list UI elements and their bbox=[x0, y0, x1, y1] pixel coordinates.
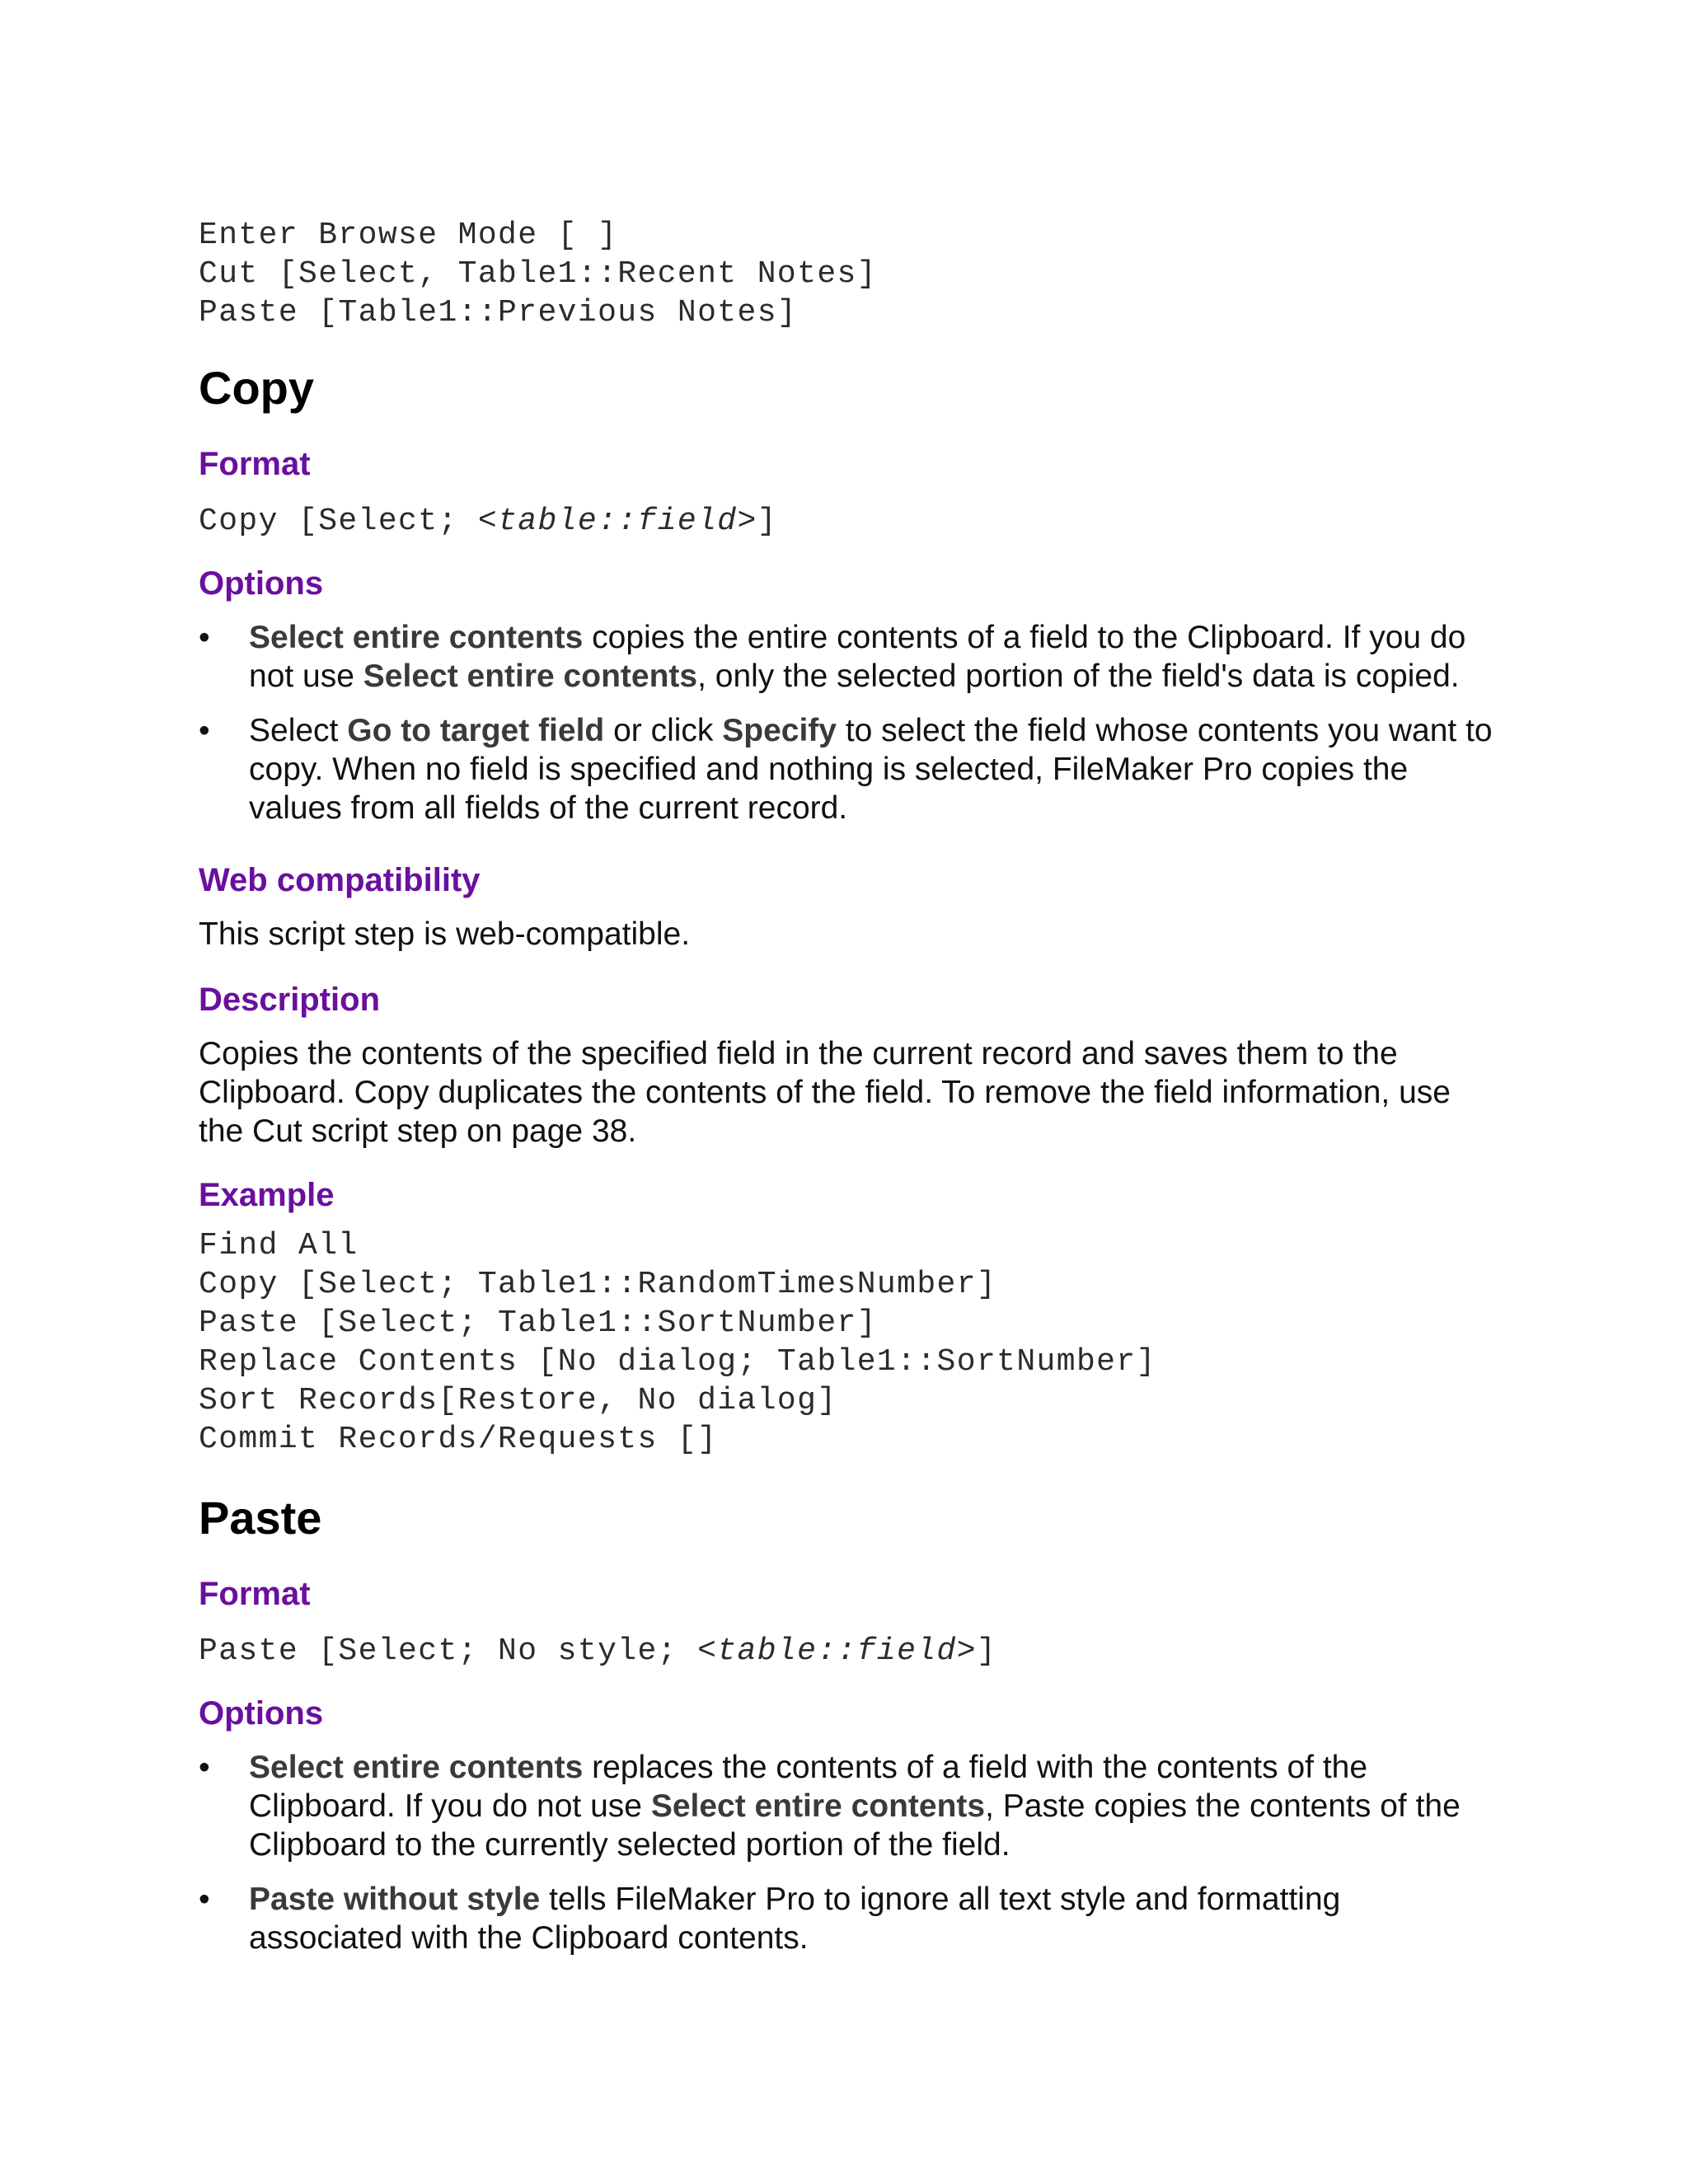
code-param: <table::field> bbox=[477, 504, 757, 539]
option-text: , only the selected portion of the field's data is copied. bbox=[697, 658, 1460, 694]
bullet: • bbox=[199, 713, 210, 748]
option-text: or click bbox=[604, 713, 723, 748]
option-keyword: Select entire contents bbox=[249, 620, 584, 655]
page-content bbox=[199, 216, 1501, 1957]
list-item bbox=[199, 711, 1501, 827]
list-item bbox=[199, 1880, 1501, 1957]
copy-format-code bbox=[199, 502, 1501, 541]
code-param: <table::field> bbox=[697, 1633, 977, 1669]
paste-section-title: Paste bbox=[199, 1492, 322, 1544]
code-text: Copy [Select; bbox=[199, 504, 478, 539]
code-line: Cut [Select, Table1::Recent Notes] bbox=[199, 256, 877, 292]
code-line: Paste [Select; Table1::SortNumber] bbox=[199, 1305, 877, 1341]
option-keyword: Paste without style bbox=[249, 1882, 541, 1917]
copy-description-text: Copies the contents of the specified field in the current record and saves them to the Clipboard. Copy duplicates the contents of the field. To remove the field information, use the Cut script step on page 38. bbox=[199, 1036, 1451, 1149]
option-keyword: Select entire contents bbox=[650, 1788, 986, 1824]
option-text: , Paste copies the contents of the Clipboard to the currently selected portion of the field. bbox=[249, 1788, 1461, 1863]
copy-example-code bbox=[199, 1226, 1501, 1459]
option-keyword: Select entire contents bbox=[363, 658, 698, 694]
list-item bbox=[199, 618, 1501, 696]
option-text: replaces the contents of a field with the contents of the Clipboard. If you do not use bbox=[249, 1750, 1368, 1824]
option-text: to select the field whose contents you want to copy. When no field is specified and nothing is selected, FileMaker Pro copies the values from all fields of the current record. bbox=[249, 713, 1493, 826]
copy-example-heading: Example bbox=[199, 1177, 335, 1213]
option-keyword: Go to target field bbox=[347, 713, 605, 748]
option-text: tells FileMaker Pro to ignore all text style and formatting associated with the Clipboard contents. bbox=[249, 1882, 1341, 1956]
intro-code-block bbox=[199, 216, 1501, 332]
list-item bbox=[199, 1748, 1501, 1864]
option-keyword: Select entire contents bbox=[249, 1750, 584, 1785]
code-line: Find All bbox=[199, 1228, 359, 1263]
copy-web-text: This script step is web-compatible. bbox=[199, 916, 691, 952]
bullet: • bbox=[199, 620, 210, 655]
code-line: Sort Records[Restore, No dialog] bbox=[199, 1383, 837, 1418]
copy-web-heading: Web compatibility bbox=[199, 862, 481, 898]
bullet: • bbox=[199, 1882, 210, 1917]
copy-section-title: Copy bbox=[199, 362, 314, 414]
code-line: Commit Records/Requests [] bbox=[199, 1422, 718, 1457]
code-line: Paste [Table1::Previous Notes] bbox=[199, 295, 798, 330]
copy-options-list bbox=[199, 618, 1501, 827]
code-line: Replace Contents [No dialog; Table1::SortNumber] bbox=[199, 1344, 1156, 1380]
option-text: copies the entire contents of a field to the Clipboard. If you do not use bbox=[249, 620, 1466, 694]
paste-format-code bbox=[199, 1632, 1501, 1671]
code-text: Paste [Select; No style; bbox=[199, 1633, 698, 1669]
copy-format-heading: Format bbox=[199, 446, 311, 482]
paste-options-heading: Options bbox=[199, 1695, 324, 1732]
code-text: ] bbox=[757, 504, 777, 539]
code-text: ] bbox=[976, 1633, 997, 1669]
bullet: • bbox=[199, 1750, 210, 1785]
code-line: Copy [Select; Table1::RandomTimesNumber] bbox=[199, 1267, 997, 1302]
option-text: Select bbox=[249, 713, 348, 748]
paste-options-list bbox=[199, 1748, 1501, 1957]
paste-format-heading: Format bbox=[199, 1576, 311, 1612]
option-keyword: Specify bbox=[722, 713, 837, 748]
copy-description-heading: Description bbox=[199, 982, 381, 1018]
code-line: Enter Browse Mode [ ] bbox=[199, 218, 618, 253]
copy-options-heading: Options bbox=[199, 565, 324, 602]
